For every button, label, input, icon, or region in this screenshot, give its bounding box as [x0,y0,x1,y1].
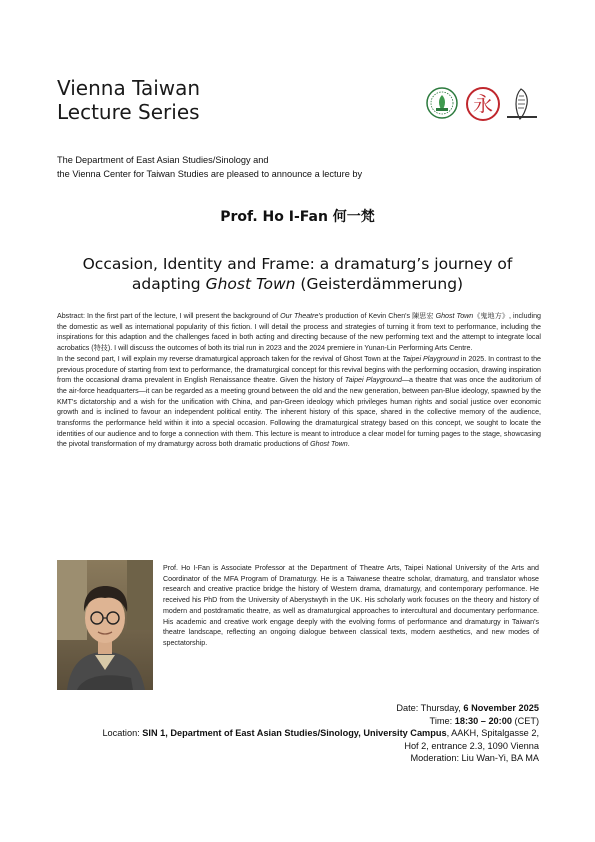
abstract-text: , including the domestic as well as international popularity of this fiction. I will detail the process and strategies of turning it from text to performance, including the inspirations for this adaption and the challenges faced in both acting and directing because of the new performing text and the attempt to integrate local acrobatics (特技). I will discuss the outcomes of both its trial run in 2023 and the 2024 premiere in Yunan-Lin Performing Arts Centre. [57,312,541,353]
event-moderation: Moderation: Liu Wan-Yi, BA MA [410,753,539,764]
abstract-italic: Ghost Town [310,440,348,449]
yong-character-logo [465,86,499,120]
event-location-line2: Hof 2, entrance 2.3, 1090 Vienna [404,740,539,751]
abstract-text: In the second part, I will explain my reverse dramaturgical approach taken for the revival of Ghost Town at the [57,354,403,363]
series-title-line1: Vienna Taiwan [57,76,201,100]
lecture-title-italic: Ghost Town [205,275,296,293]
event-location [59,727,539,740]
lecture-title-line1: Occasion, Identity and Frame: a dramaturg’s journey of [82,255,513,273]
location-value: SIN 1, Department of East Asian Studies/Sinology, University Campus [142,728,447,739]
speaker-bio: Prof. Ho I-Fan is Associate Professor at the Department of Theatre Arts, Taipei National University of the Arts and Coordinator of the MFA Program of Dramaturgy. He is a Taiwanese theatre scholar, dramaturg, and translator whose research and creative practice bridge the history of Western drama, dramaturgy, and contemporary performance. He received his PhD from the University of Aberystwyth in the UK. His scholarly work focuses on the theory and history of modern and postdramatic theatre, as well as dramaturgical approaches to intercultural and documentary performance. His academic and creative work engage deeply with the evolving forms of performance and dramaturgy in Taiwan's theatre landscape, reflecting an ongoing dialogue between classical texts, modern aesthetics, and new modes of spectatorship. [163,564,539,647]
abstract-text: in 2025. In contrast to the previous procedure of starting from text to performance, the dramaturgical concept for this revival begins with the performing occasion, drawing inspiration from the occasional drama prevalent in English Renaissance theatre. Given the history of [57,354,541,385]
date-label: Date: Thursday, [396,703,464,713]
intro-line1: The Department of East Asian Studies/Sinology and [57,155,269,165]
taiwan-map-logo [505,86,539,120]
time-suffix: (CET) [511,715,539,726]
lecture-title-pre: adapting [131,275,206,293]
location-label: Location: [102,728,143,739]
abstract-italic: Taipei Playground [344,376,402,385]
series-title [57,76,200,124]
abstract-paragraph-1 [57,311,541,354]
series-title-line2: Lecture Series [57,100,200,124]
intro-line2: the Vienna Center for Taiwan Studies are pleased to announce a lecture by [57,169,363,179]
event-info [59,702,539,765]
abstract-label: Abstract: [57,312,85,320]
speaker-photo [57,560,153,690]
svg-text:永: 永 [473,92,493,116]
abstract-text: . [347,440,350,449]
university-seal-logo [425,86,459,120]
abstract-text: production of Kevin Chen's [323,312,413,320]
abstract-paragraph-2 [57,354,541,450]
intro-text [57,153,362,181]
lecture-title [0,254,595,294]
abstract-text: —a theatre that was once the auditorium of the air-force headquarters—it can be regarded as a meeting ground between the old and the new generation, between pan-Blue ideology, spawned by the KMT's dictatorship and a wish for the unification with China, and pan-Green ideology which privileges human rights and social justice over economic growth and is inclined to favour an independent political entity. The inherent history of this space, shared in the collective memory of the audience, transforms the performance held within it into a special occasion. Following the dramaturgical strategy based on this concept, we sought to locate the identities of our audience and to forge a connection with them. This lecture is meant to introduce a clear model for turning pages to the stage, showcasing the pivotal transformation of my dramaturgy across both dramatic productions of [57,376,541,449]
logo-group [425,82,539,124]
abstract-text: 《鬼地方》 [473,312,509,320]
abstract-text: 陳思宏 [412,312,434,320]
location-rest: , AAKH, Spitalgasse 2, [446,728,539,739]
abstract-italic: Taipei Playground [402,354,459,363]
time-value: 18:30 – 20:00 [454,715,512,726]
event-time [59,715,539,728]
abstract [57,311,541,450]
date-value: 6 November 2025 [463,703,539,713]
abstract-italic: Ghost Town [435,312,474,320]
speaker-name: Prof. Ho I-Fan 何一梵 [220,209,375,225]
lecture-title-post: (Geisterdämmerung) [295,275,464,293]
event-date [59,702,539,715]
abstract-text: In the first part of the lecture, I will present the background of [85,312,281,320]
lecture-title-line2 [0,274,595,294]
abstract-italic: Our Theatre's [280,312,324,320]
time-label: Time: [429,715,455,726]
